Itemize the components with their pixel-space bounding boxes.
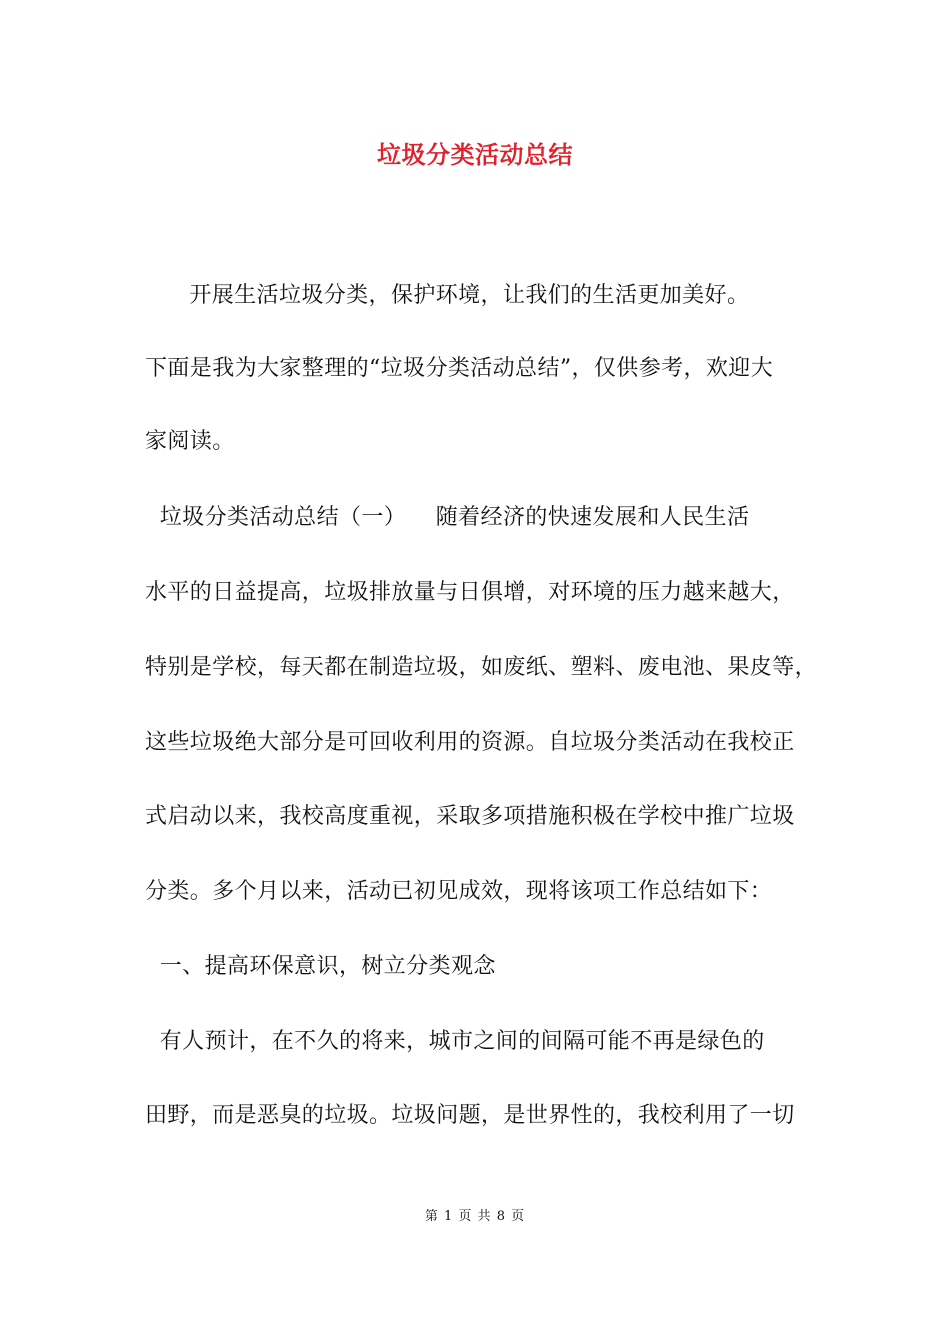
- body-line: 垃圾分类活动总结（一） 随着经济的快速发展和人民生活: [145, 505, 750, 530]
- body-line: 这些垃圾绝大部分是可回收利用的资源。自垃圾分类活动在我校正: [145, 730, 795, 755]
- body-line: 式启动以来，我校高度重视，采取多项措施积极在学校中推广垃圾: [145, 804, 795, 829]
- body-line: 特别是学校，每天都在制造垃圾，如废纸、塑料、废电池、果皮等，: [145, 655, 818, 680]
- body-line: 有人预计，在不久的将来，城市之间的间隔可能不再是绿色的: [145, 1029, 765, 1054]
- body-line: 水平的日益提高，垃圾排放量与日俱增，对环境的压力越来越大，: [145, 580, 795, 605]
- document-title: 垃圾分类活动总结: [377, 140, 573, 169]
- body-line: 田野，而是恶臭的垃圾。垃圾问题，是世界性的，我校利用了一切: [145, 1103, 795, 1128]
- section-heading: 一、提高环保意识，树立分类观念: [145, 954, 496, 979]
- body-line: 家阅读。: [145, 429, 235, 454]
- body-line: 分类。多个月以来，活动已初见成效，现将该项工作总结如下：: [145, 879, 773, 904]
- body-line: 下面是我为大家整理的“垃圾分类活动总结”，仅供参考，欢迎大: [145, 356, 774, 381]
- page-footer: 第 1 页 共 8 页: [424, 1209, 526, 1224]
- body-line: 开展生活垃圾分类，保护环境，让我们的生活更加美好。: [145, 283, 750, 308]
